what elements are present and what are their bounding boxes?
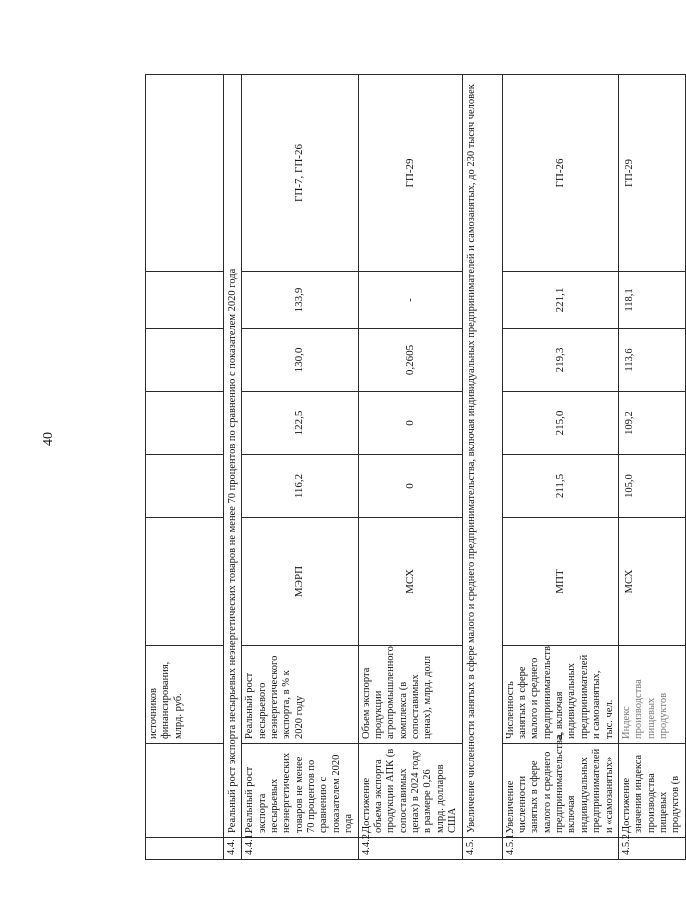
indicator-cell: Объем экспорта продукции агропромышленного комплекса (в сопоставимых ценах), млрд. долл [358,646,462,744]
value-cell: 109,2 [618,392,685,455]
section-title: Реальный рост экспорта несырьевых неэнергетических товаров не менее 70 процентов по сравнению с показателем 2020 года [224,75,242,838]
value-cell: 122,5 [242,392,358,455]
responsible-cell: МПТ [502,518,618,646]
row-number: 4.5.1. [502,838,618,860]
value-cell: 215,0 [502,392,618,455]
section-row [224,75,242,860]
value-cell: 211,5 [502,455,618,518]
program-cell: ГП-7, ГП-26 [242,75,358,272]
row-number: 4.4.1. [242,838,358,860]
value-cell: 0,2605 [358,329,462,392]
responsible-cell: МЭРП [242,518,358,646]
indicator-cell: Индекс производства пищевых продуктов [618,646,685,744]
goal-cell: Реальный рост экспорта несырьевых неэнергетических товаров не менее 70 процентов по сравнению с показателем 2020 года [242,744,358,838]
goal-cell: Достижение объема экспорта продукции АПК (в сопоставимых ценах) в 2024 году в размере 0,26 млрд. долларов США [358,744,462,838]
goal-cell: Увеличение численности занятых в сфере малого и среднего предпринимательства, включая индивидуальных предпринимателей и «самозанятых» [502,744,618,838]
value-cell: 118,1 [618,272,685,329]
program-cell: ГП-26 [502,75,618,272]
value-cell: 221,1 [502,272,618,329]
value-cell: 0 [358,392,462,455]
table-row [502,75,618,860]
table-row [146,75,224,860]
responsible-cell: МСХ [358,518,462,646]
responsible-cell: МСХ [618,518,685,646]
goal-cell: Достижение значения индекса производства пищевых продуктов (в [618,744,685,838]
section-row [462,75,502,860]
table-row [358,75,462,860]
rotated-table-container [145,75,682,860]
value-cell: 133,9 [242,272,358,329]
program-cell: ГП-29 [618,75,685,272]
value-cell: 219,3 [502,329,618,392]
section-title: Увеличение численности занятых в сфере малого и среднего предпринимательства, включая индивидуальных предпринимателей и самозанятых, до 230 тысяч человек [462,75,502,838]
indicator-cell: Численность занятых в сфере малого и среднего предпринимательств а, включая индивидуальных предпринимателей и самозанятых, тыс. чел. [502,646,618,744]
targets-table [145,74,686,860]
value-cell: - [358,272,462,329]
table-row [242,75,358,860]
program-cell: ГП-29 [358,75,462,272]
indicator-header: источников финансирования, млрд. руб. [146,646,224,744]
value-cell: 0 [358,455,462,518]
value-cell: 113,6 [618,329,685,392]
table-row [618,75,685,860]
value-cell: 116,2 [242,455,358,518]
row-number: 4.4.2. [358,838,462,860]
row-number: 4.5.2. [618,838,685,860]
row-number: 4.5. [462,838,502,860]
value-cell: 130,0 [242,329,358,392]
value-cell: 105,0 [618,455,685,518]
page-number: 40 [41,432,56,446]
indicator-cell: Реальный рост несырьевого неэнергетического экспорта, в % к 2020 году [242,646,358,744]
row-number: 4.4. [224,838,242,860]
